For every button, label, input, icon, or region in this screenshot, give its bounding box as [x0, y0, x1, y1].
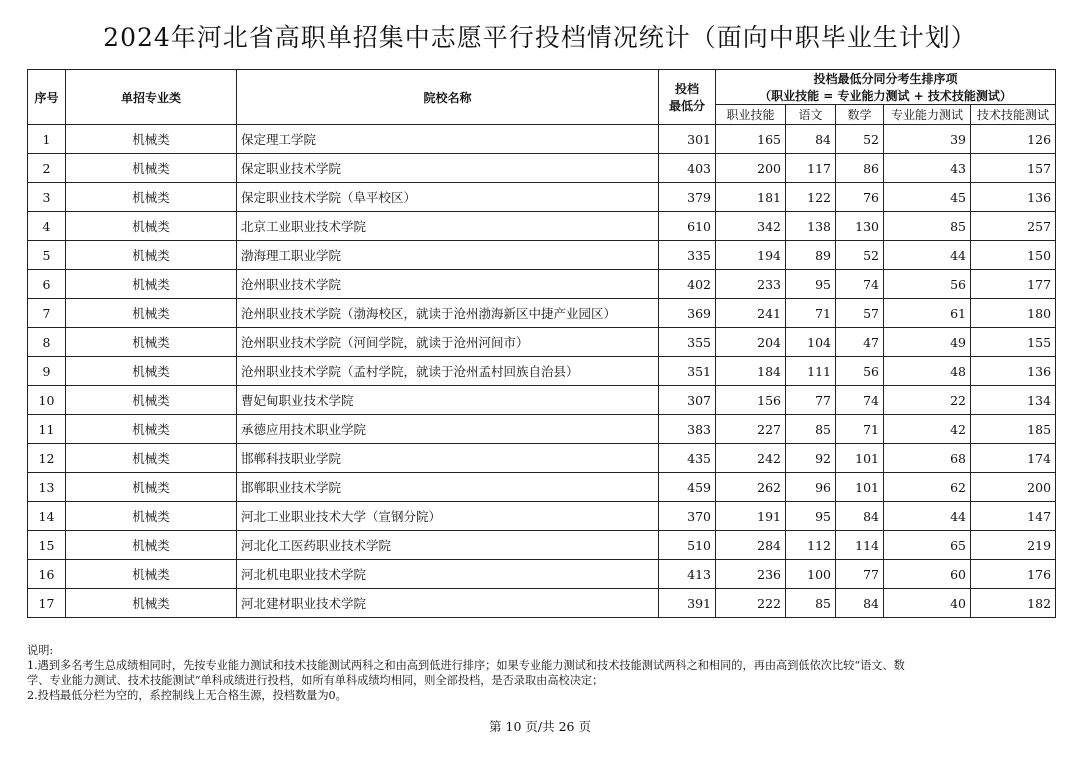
cell-prof-test: 85	[884, 212, 971, 241]
cell-min-score: 307	[659, 386, 716, 415]
cell-seq: 8	[28, 328, 66, 357]
cell-prof-test: 65	[884, 531, 971, 560]
header-skill: 职业技能	[716, 105, 786, 125]
header-prof-test: 专业能力测试	[884, 105, 971, 125]
cell-school: 保定理工学院	[237, 125, 659, 154]
cell-tech-test: 155	[971, 328, 1056, 357]
cell-tech-test: 147	[971, 502, 1056, 531]
cell-chinese: 112	[786, 531, 836, 560]
cell-chinese: 100	[786, 560, 836, 589]
cell-skill: 241	[716, 299, 786, 328]
table-row	[28, 357, 1056, 386]
cell-math: 84	[836, 589, 884, 618]
cell-tech-test: 219	[971, 531, 1056, 560]
cell-skill: 165	[716, 125, 786, 154]
cell-tech-test: 150	[971, 241, 1056, 270]
header-min-score-line1: 投档	[674, 82, 699, 96]
header-category: 单招专业类	[66, 70, 237, 125]
cell-chinese: 95	[786, 270, 836, 299]
cell-seq: 15	[28, 531, 66, 560]
cell-skill: 191	[716, 502, 786, 531]
cell-min-score: 355	[659, 328, 716, 357]
cell-category: 机械类	[66, 357, 237, 386]
cell-seq: 4	[28, 212, 66, 241]
cell-math: 57	[836, 299, 884, 328]
table-body	[28, 125, 1056, 618]
cell-math: 52	[836, 241, 884, 270]
table-row	[28, 183, 1056, 212]
header-school: 院校名称	[237, 70, 659, 125]
cell-school: 沧州职业技术学院（孟村学院，就读于沧州孟村回族自治县）	[237, 357, 659, 386]
header-group-line2: （职业技能 = 专业能力测试 + 技术技能测试）	[759, 89, 1012, 103]
cell-math: 101	[836, 444, 884, 473]
cell-category: 机械类	[66, 386, 237, 415]
cell-school: 沧州职业技术学院（河间学院，就读于沧州河间市）	[237, 328, 659, 357]
cell-min-score: 610	[659, 212, 716, 241]
cell-seq: 2	[28, 154, 66, 183]
cell-seq: 10	[28, 386, 66, 415]
cell-tech-test: 136	[971, 357, 1056, 386]
cell-seq: 3	[28, 183, 66, 212]
cell-prof-test: 60	[884, 560, 971, 589]
cell-chinese: 85	[786, 415, 836, 444]
note-line: 2.投档最低分栏为空的，系控制线上无合格生源，投档数量为0。	[27, 689, 347, 702]
cell-prof-test: 48	[884, 357, 971, 386]
page-number: 第 10 页/共 26 页	[489, 719, 591, 734]
cell-chinese: 85	[786, 589, 836, 618]
admission-table	[27, 69, 1056, 618]
cell-category: 机械类	[66, 328, 237, 357]
cell-school: 邯郸职业技术学院	[237, 473, 659, 502]
table-row	[28, 212, 1056, 241]
cell-seq: 9	[28, 357, 66, 386]
cell-chinese: 117	[786, 154, 836, 183]
cell-seq: 5	[28, 241, 66, 270]
cell-school: 北京工业职业技术学院	[237, 212, 659, 241]
table-row	[28, 386, 1056, 415]
cell-school: 河北工业职业技术大学（宣钢分院）	[237, 502, 659, 531]
cell-school: 保定职业技术学院（阜平校区）	[237, 183, 659, 212]
cell-tech-test: 157	[971, 154, 1056, 183]
cell-prof-test: 61	[884, 299, 971, 328]
header-tech-test: 技术技能测试	[971, 105, 1056, 125]
cell-min-score: 383	[659, 415, 716, 444]
cell-tech-test: 177	[971, 270, 1056, 299]
cell-category: 机械类	[66, 154, 237, 183]
cell-prof-test: 22	[884, 386, 971, 415]
cell-category: 机械类	[66, 415, 237, 444]
cell-min-score: 435	[659, 444, 716, 473]
cell-tech-test: 200	[971, 473, 1056, 502]
cell-category: 机械类	[66, 444, 237, 473]
cell-seq: 11	[28, 415, 66, 444]
cell-skill: 184	[716, 357, 786, 386]
cell-seq: 17	[28, 589, 66, 618]
header-chinese: 语文	[786, 105, 836, 125]
cell-skill: 200	[716, 154, 786, 183]
cell-skill: 262	[716, 473, 786, 502]
cell-prof-test: 43	[884, 154, 971, 183]
cell-chinese: 92	[786, 444, 836, 473]
cell-math: 101	[836, 473, 884, 502]
table-row	[28, 502, 1056, 531]
cell-school: 河北机电职业技术学院	[237, 560, 659, 589]
header-min-score	[659, 70, 716, 125]
cell-category: 机械类	[66, 212, 237, 241]
cell-seq: 14	[28, 502, 66, 531]
cell-school: 曹妃甸职业技术学院	[237, 386, 659, 415]
table-row	[28, 473, 1056, 502]
cell-tech-test: 180	[971, 299, 1056, 328]
header-group-line1: 投档最低分同分考生排序项	[813, 72, 958, 86]
cell-seq: 6	[28, 270, 66, 299]
cell-chinese: 84	[786, 125, 836, 154]
cell-tech-test: 185	[971, 415, 1056, 444]
cell-tech-test: 176	[971, 560, 1056, 589]
cell-tech-test: 134	[971, 386, 1056, 415]
cell-category: 机械类	[66, 589, 237, 618]
header-math: 数学	[836, 105, 884, 125]
cell-skill: 156	[716, 386, 786, 415]
cell-chinese: 89	[786, 241, 836, 270]
cell-math: 84	[836, 502, 884, 531]
cell-chinese: 77	[786, 386, 836, 415]
cell-seq: 12	[28, 444, 66, 473]
table-row	[28, 328, 1056, 357]
cell-prof-test: 68	[884, 444, 971, 473]
table-row	[28, 270, 1056, 299]
cell-min-score: 379	[659, 183, 716, 212]
table-row	[28, 444, 1056, 473]
cell-chinese: 96	[786, 473, 836, 502]
note-line: 学、专业能力测试、技术技能测试”单科成绩进行投档，如所有单科成绩均相同，则全部投档，是否录取由高校决定；	[27, 674, 604, 687]
cell-tech-test: 126	[971, 125, 1056, 154]
cell-prof-test: 56	[884, 270, 971, 299]
table-row	[28, 125, 1056, 154]
cell-category: 机械类	[66, 125, 237, 154]
cell-school: 保定职业技术学院	[237, 154, 659, 183]
table-row	[28, 560, 1056, 589]
table-row	[28, 241, 1056, 270]
cell-tech-test: 136	[971, 183, 1056, 212]
cell-skill: 222	[716, 589, 786, 618]
cell-category: 机械类	[66, 560, 237, 589]
header-seq: 序号	[28, 70, 66, 125]
cell-tech-test: 182	[971, 589, 1056, 618]
cell-min-score: 335	[659, 241, 716, 270]
cell-skill: 181	[716, 183, 786, 212]
table-row	[28, 415, 1056, 444]
cell-min-score: 402	[659, 270, 716, 299]
note-line: 1.遇到多名考生总成绩相同时，先按专业能力测试和技术技能测试两科之和由高到低进行排序；如果专业能力测试和技术技能测试两科之和相同的，再由高到低依次比较“语文、数	[27, 659, 905, 672]
cell-min-score: 413	[659, 560, 716, 589]
cell-seq: 16	[28, 560, 66, 589]
cell-prof-test: 42	[884, 415, 971, 444]
cell-skill: 242	[716, 444, 786, 473]
cell-math: 77	[836, 560, 884, 589]
header-min-score-line2: 最低分	[668, 99, 705, 113]
cell-skill: 284	[716, 531, 786, 560]
cell-prof-test: 44	[884, 502, 971, 531]
cell-seq: 1	[28, 125, 66, 154]
cell-tech-test: 174	[971, 444, 1056, 473]
cell-math: 71	[836, 415, 884, 444]
cell-min-score: 510	[659, 531, 716, 560]
header-tiebreak-group	[716, 70, 1056, 105]
cell-math: 56	[836, 357, 884, 386]
cell-min-score: 459	[659, 473, 716, 502]
cell-min-score: 391	[659, 589, 716, 618]
cell-math: 76	[836, 183, 884, 212]
cell-school: 渤海理工职业学院	[237, 241, 659, 270]
cell-math: 52	[836, 125, 884, 154]
cell-chinese: 122	[786, 183, 836, 212]
cell-category: 机械类	[66, 183, 237, 212]
cell-school: 沧州职业技术学院	[237, 270, 659, 299]
cell-school: 河北化工医药职业技术学院	[237, 531, 659, 560]
cell-prof-test: 45	[884, 183, 971, 212]
cell-math: 74	[836, 270, 884, 299]
cell-chinese: 95	[786, 502, 836, 531]
cell-min-score: 351	[659, 357, 716, 386]
cell-category: 机械类	[66, 502, 237, 531]
cell-school: 邯郸科技职业学院	[237, 444, 659, 473]
cell-math: 114	[836, 531, 884, 560]
cell-math: 74	[836, 386, 884, 415]
notes-heading: 说明:	[27, 644, 54, 657]
cell-chinese: 104	[786, 328, 836, 357]
cell-prof-test: 39	[884, 125, 971, 154]
cell-chinese: 111	[786, 357, 836, 386]
cell-skill: 233	[716, 270, 786, 299]
table-row	[28, 589, 1056, 618]
cell-skill: 342	[716, 212, 786, 241]
cell-school: 承德应用技术职业学院	[237, 415, 659, 444]
cell-min-score: 403	[659, 154, 716, 183]
cell-prof-test: 49	[884, 328, 971, 357]
page-title: 2024年河北省高职单招集中志愿平行投档情况统计（面向中职毕业生计划）	[103, 23, 977, 52]
cell-min-score: 301	[659, 125, 716, 154]
cell-min-score: 369	[659, 299, 716, 328]
cell-math: 47	[836, 328, 884, 357]
table-row	[28, 154, 1056, 183]
cell-math: 130	[836, 212, 884, 241]
notes	[27, 643, 1057, 703]
cell-skill: 194	[716, 241, 786, 270]
cell-seq: 13	[28, 473, 66, 502]
cell-skill: 236	[716, 560, 786, 589]
cell-skill: 204	[716, 328, 786, 357]
cell-seq: 7	[28, 299, 66, 328]
cell-skill: 227	[716, 415, 786, 444]
cell-chinese: 138	[786, 212, 836, 241]
cell-chinese: 71	[786, 299, 836, 328]
cell-category: 机械类	[66, 270, 237, 299]
cell-category: 机械类	[66, 531, 237, 560]
cell-prof-test: 62	[884, 473, 971, 502]
cell-math: 86	[836, 154, 884, 183]
cell-category: 机械类	[66, 473, 237, 502]
cell-prof-test: 40	[884, 589, 971, 618]
cell-min-score: 370	[659, 502, 716, 531]
cell-category: 机械类	[66, 241, 237, 270]
cell-school: 沧州职业技术学院（渤海校区，就读于沧州渤海新区中捷产业园区）	[237, 299, 659, 328]
cell-category: 机械类	[66, 299, 237, 328]
cell-tech-test: 257	[971, 212, 1056, 241]
cell-prof-test: 44	[884, 241, 971, 270]
table-row	[28, 531, 1056, 560]
table-row	[28, 299, 1056, 328]
cell-school: 河北建材职业技术学院	[237, 589, 659, 618]
